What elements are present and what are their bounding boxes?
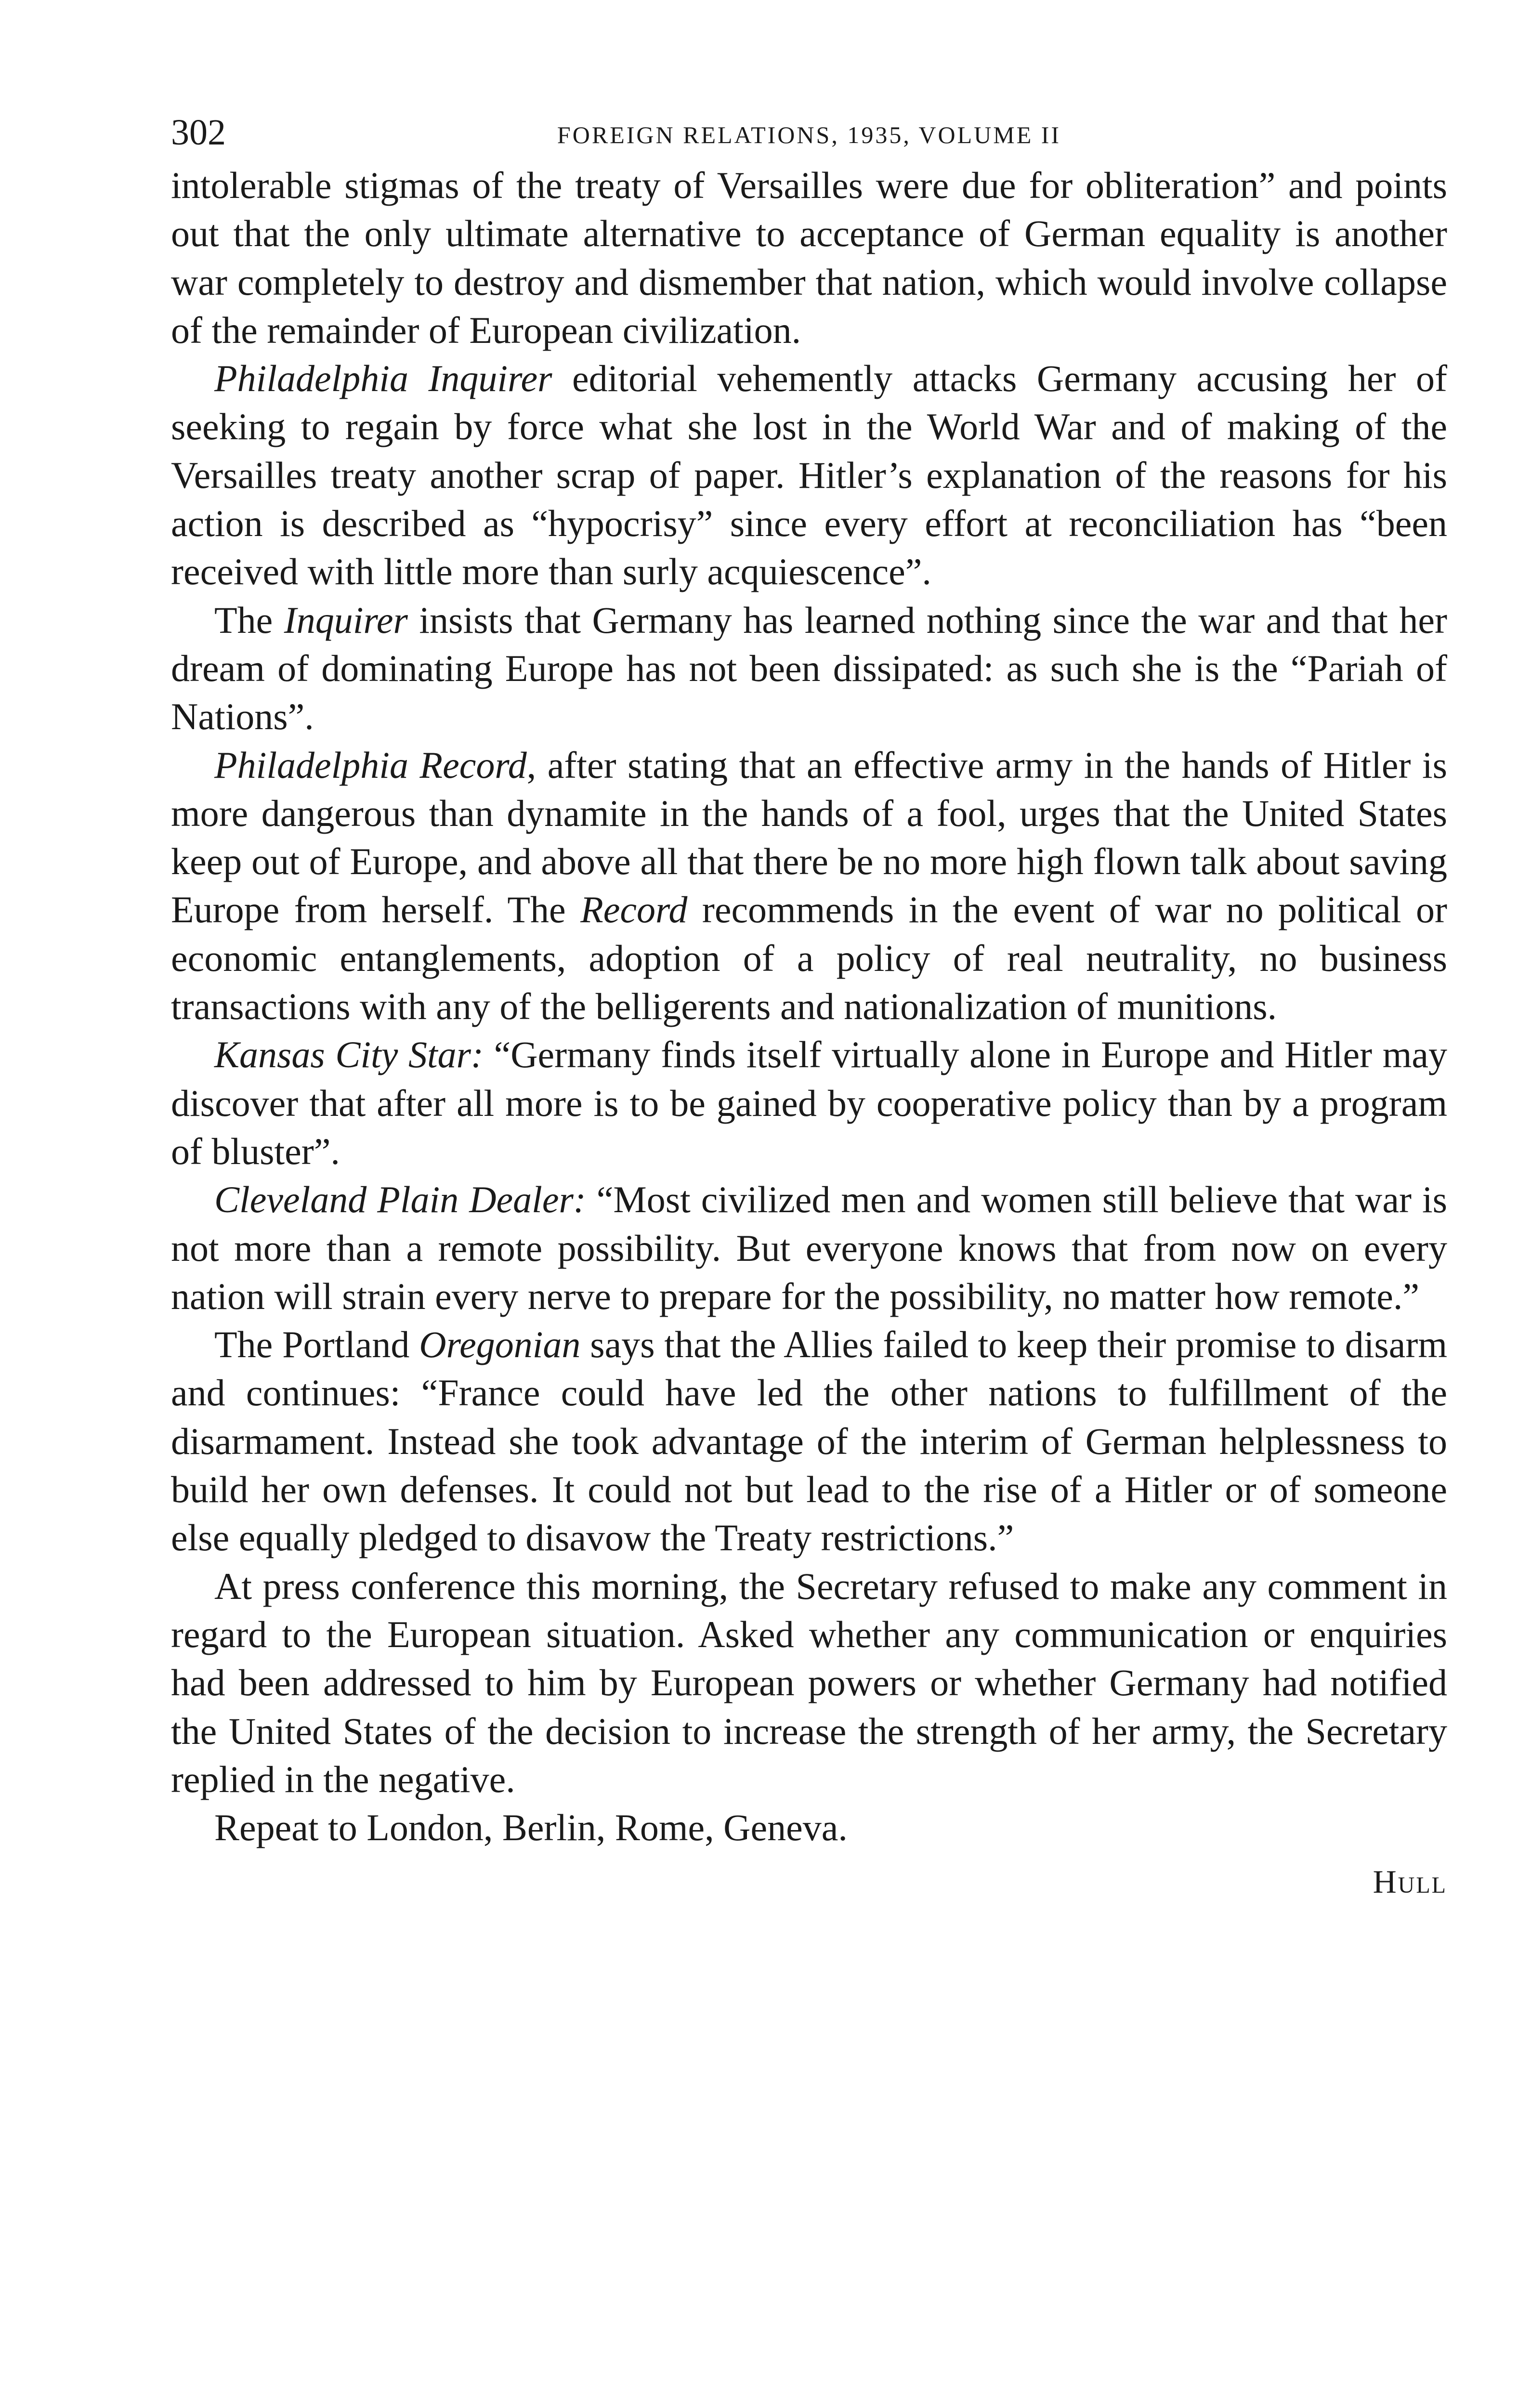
paragraph: [171, 1321, 1447, 1562]
text-segment: intolerable stigmas of the treaty of Versailles were due for obliteration” and points out that the only ultimate alternative to acceptance of German equality is another war completely to destroy and dismember that nation, which would involve collapse of the remainder of European civilization.: [171, 164, 1447, 351]
text-segment: Repeat to London, Berlin, Rome, Geneva.: [214, 1806, 848, 1849]
text-segment: At press conference this morning, the Secretary refused to make any comment in regard to the European situation. Asked whether any communication or enquiries had been addressed to him by European powers or whether Germany had notified the United States of the decision to increase the strength of her army, the Secretary replied in the negative.: [171, 1565, 1447, 1800]
text-segment: , after stating that an effective army in the hands of Hitler is more dangerous than dynamite in the hands of a fool, urges that the United States keep out of Europe, and above all that there be no more high flown talk about saving Europe from herself. The: [171, 744, 1447, 931]
italic-title: Oregonian: [419, 1323, 581, 1366]
paragraph: [171, 1562, 1447, 1804]
paragraph: [171, 161, 1447, 354]
text-segment: insists that Germany has learned nothing since the war and that her dream of dominating Europe has not been dissipated: as such she is the “Pariah of Nations”.: [171, 599, 1447, 738]
body-text: [171, 161, 1447, 1852]
paragraph: [171, 741, 1447, 1031]
paragraph: [171, 354, 1447, 596]
text-segment: The Portland: [214, 1323, 419, 1366]
text-segment: recommends in the event of war no political or economic entanglements, adoption of a policy of real neutrality, no business transactions with any of the belligerents and nationalization of munitions.: [171, 889, 1447, 1028]
paragraph: [171, 1031, 1447, 1176]
italic-title: Kansas City Star:: [214, 1034, 484, 1076]
text-segment: “Germany finds itself virtually alone in Europe and Hitler may discover that after all more is to be gained by cooperative policy than by a program of bluster”.: [171, 1034, 1447, 1172]
text-segment: The: [214, 599, 284, 641]
page-number: 302: [171, 112, 226, 153]
italic-title: Record: [580, 889, 688, 931]
text-segment: “Most civilized men and women still believe that war is not more than a remote possibility. But everyone knows that from now on every nation will strain every nerve to prepare for the possibility, no matter how remote.”: [171, 1178, 1447, 1317]
italic-title: Inquirer: [284, 599, 408, 641]
paragraph: [171, 1804, 1447, 1852]
italic-title: Philadelphia Record: [214, 744, 527, 786]
running-head: [171, 108, 1447, 161]
text-segment: says that the Allies failed to keep their promise to disarm and continues: “France could have led the other nations to fulfillment of the disarmament. Instead she took advantage of the interim of German helplessness to build her own defenses. It could not but lead to the rise of a Hitler or of someone else equally pledged to disavow the Treaty restrictions.”: [171, 1323, 1447, 1559]
paragraph: [171, 596, 1447, 741]
italic-title: Philadelphia Inquirer: [214, 357, 552, 400]
text-segment: editorial vehemently attacks Germany accusing her of seeking to regain by force what she lost in the World War and of making of the Versailles treaty another scrap of paper. Hitler’s explanation of the reasons for his action is described as “hypocrisy” since every effort at reconciliation has “been received with little more than surly acquiescence”.: [171, 357, 1448, 593]
document-page: [171, 108, 1447, 1906]
italic-title: Cleveland Plain Dealer:: [214, 1178, 586, 1221]
signature: Hull: [1373, 1863, 1447, 1900]
running-head-title: FOREIGN RELATIONS, 1935, VOLUME II: [557, 121, 1061, 148]
paragraph: [171, 1176, 1447, 1321]
